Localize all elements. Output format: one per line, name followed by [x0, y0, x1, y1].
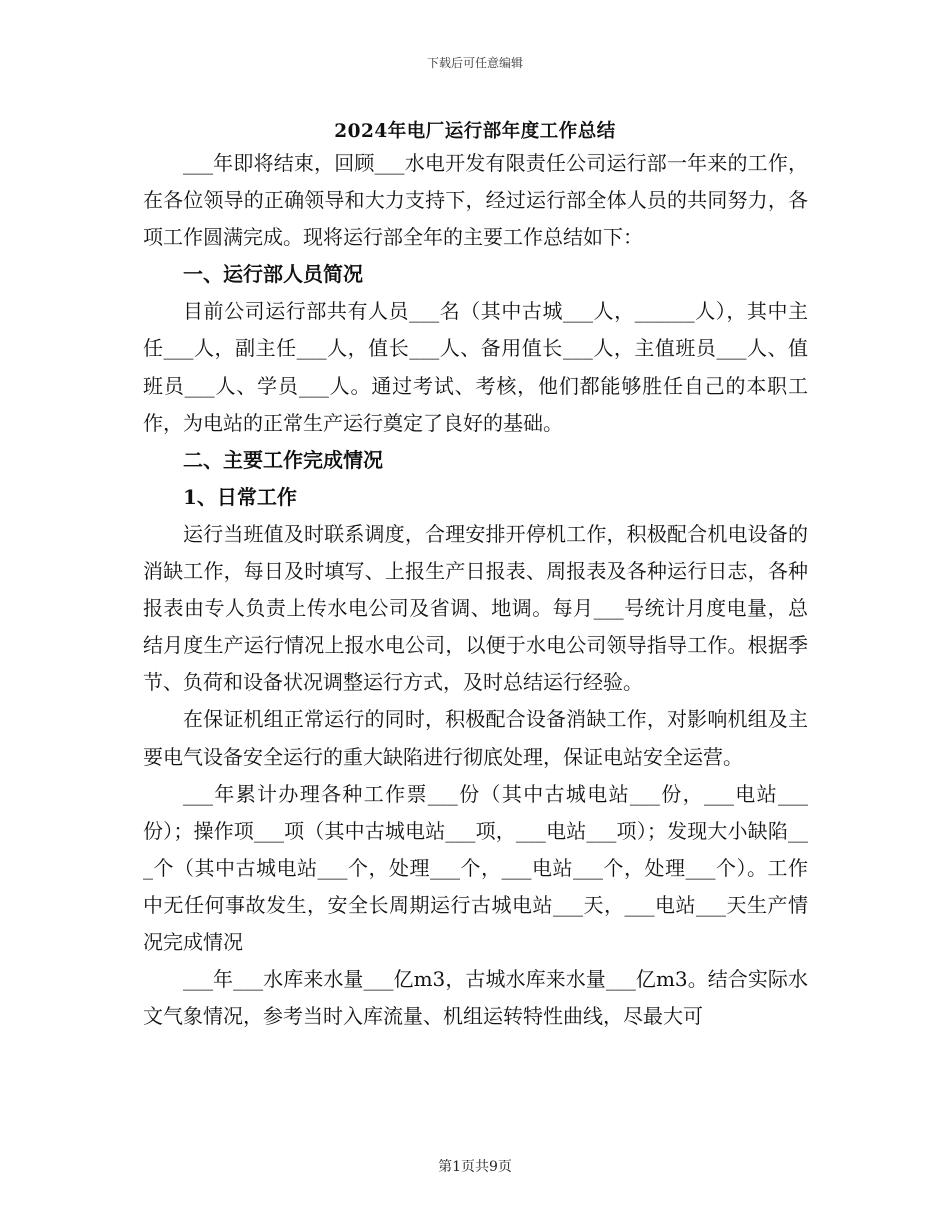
- section-heading-main-work: 二、主要工作完成情况: [183, 447, 383, 472]
- document-body: [143, 145, 808, 1035]
- paragraph-staff: 目前公司运行部共有人员___名（其中古城___人，______人），其中主任___人，副主任___人，值长___人、备用值长___人，主值班员___人、值班员___人、学员___人。通过考试、考核，他们都能够胜任自己的本职工作，为电站的正常生产运行奠定了良好的基础。: [143, 299, 808, 435]
- paragraph-statistics: ___年累计办理各种工作票___份（其中古城电站___份，___电站___份）；操作项___项（其中古城电站___项，___电站___项）；发现大小缺陷___个（其中古城电站___个，处理___个，___电站___个，处理___个）。工作中无任何事故发生，安全长周期运行古城电站___天，___电站___天生产情况完成情况: [143, 781, 808, 954]
- page-number: 第1页共9页: [438, 1159, 512, 1175]
- paragraph-maintenance: 在保证机组正常运行的同时，积极配合设备消缺工作，对影响机组及主要电气设备安全运行的重大缺陷进行彻底处理，保证电站安全运营。: [143, 707, 808, 769]
- document-title: 2024年电厂运行部年度工作总结: [334, 121, 616, 142]
- section-heading-staff: 一、运行部人员简况: [183, 262, 363, 287]
- paragraph-water-inflow: ___年___水库来水量___亿m3，古城水库来水量___亿m3。结合实际水文气象情况，参考当时入库流量、机组运转特性曲线，尽最大可: [143, 967, 808, 1029]
- header-note: 下载后可任意编辑: [426, 56, 523, 70]
- paragraph-intro: ___年即将结束，回顾___水电开发有限责任公司运行部一年来的工作，在各位领导的正确领导和大力支持下，经过运行部全体人员的共同努力，各项工作圆满完成。现将运行部全年的主要工作总结如下：: [143, 151, 808, 250]
- paragraph-daily-work: 运行当班值及时联系调度，合理安排开停机工作，积极配合机电设备的消缺工作，每日及时填写、上报生产日报表、周报表及各种运行日志，各种报表由专人负责上传水电公司及省调、地调。每月___号统计月度电量，总结月度生产运行情况上报水电公司，以便于水电公司领导指导工作。根据季节、负荷和设备状况调整运行方式，及时总结运行经验。: [143, 521, 808, 695]
- subsection-heading-daily-work: 1、日常工作: [183, 484, 297, 509]
